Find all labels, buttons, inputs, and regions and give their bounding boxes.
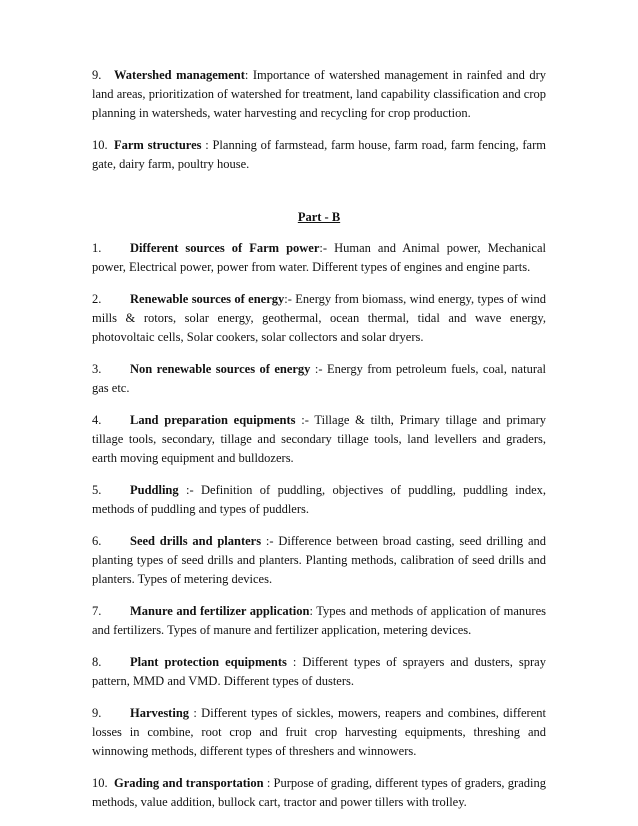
syllabus-item-a10 — [92, 136, 546, 174]
item-number: 10. — [92, 138, 108, 152]
item-text: Difference between broad casting, seed drilling and planting types of seed drills and planters. Planting methods, calibration of seed drills and planters. Types of metering devices. — [92, 534, 546, 586]
item-separator: :- — [319, 241, 328, 255]
item-number: 9. — [92, 68, 102, 82]
item-number: 7. — [92, 604, 102, 618]
item-number: 3. — [92, 362, 102, 376]
item-separator: : — [263, 776, 271, 790]
item-title: Plant protection equipments — [130, 655, 287, 669]
item-separator: : — [286, 655, 297, 669]
item-title: Seed drills and planters — [130, 534, 262, 548]
item-separator: :- — [284, 292, 292, 306]
item-separator: :- — [295, 413, 309, 427]
item-text: Energy from biomass, wind energy, types of wind mills & rotors, solar energy, geothermal, ocean thermal, tidal and wave energy, photovoltaic cells, Solar cookers, solar collectors and solar dryers. — [92, 292, 546, 344]
item-text: Tillage & tilth, Primary tillage and primary tillage tools, secondary, tillage and secondary tillage tools, land levellers and graders, earth moving equipment and bulldozers. — [92, 413, 546, 465]
item-title: Farm structures — [114, 138, 202, 152]
item-number: 1. — [92, 241, 102, 255]
item-number: 5. — [92, 483, 102, 497]
item-separator: :- — [178, 483, 194, 497]
item-title: Different sources of Farm power — [130, 241, 320, 255]
syllabus-item-b2 — [92, 290, 546, 347]
item-number: 10. — [92, 776, 108, 790]
item-number: 2. — [92, 292, 102, 306]
item-text: Definition of puddling, objectives of puddling, puddling index, methods of puddling and types of puddlers. — [92, 483, 546, 516]
syllabus-item-b9 — [92, 704, 546, 761]
item-title: Manure and fertilizer application — [130, 604, 310, 618]
item-title: Land preparation equipments — [130, 413, 296, 427]
item-number: 9. — [92, 706, 102, 720]
syllabus-item-b8 — [92, 653, 546, 691]
item-separator: :- — [310, 362, 323, 376]
syllabus-item-b1 — [92, 239, 546, 277]
item-title: Harvesting — [130, 706, 190, 720]
item-title: Watershed management — [114, 68, 245, 82]
item-text: Types and methods of application of manures and fertilizers. Types of manure and fertilizer application, metering devices. — [92, 604, 546, 637]
syllabus-item-b7 — [92, 602, 546, 640]
item-separator: :- — [261, 534, 274, 548]
syllabus-item-b6 — [92, 532, 546, 589]
syllabus-item-a9 — [92, 66, 546, 123]
item-separator: : — [201, 138, 209, 152]
item-separator: : — [309, 604, 313, 618]
item-text: Different types of sickles, mowers, reapers and combines, different losses in combine, root crop and fruit crop harvesting equipments, threshing and winnowing methods, different types of threshers and winnowers. — [92, 706, 546, 758]
item-title: Grading and transportation — [114, 776, 264, 790]
item-title: Non renewable sources of energy — [130, 362, 311, 376]
item-title: Puddling — [130, 483, 179, 497]
syllabus-item-b4 — [92, 411, 546, 468]
item-separator: : — [189, 706, 197, 720]
item-title: Renewable sources of energy — [130, 292, 285, 306]
item-text: Human and Animal power, Mechanical power, Electrical power, power from water. Different types of engines and engine parts. — [92, 241, 546, 274]
item-text: Purpose of grading, different types of graders, grading methods, value addition, bullock cart, tractor and power tillers with trolley. — [92, 776, 546, 809]
syllabus-item-b5 — [92, 481, 546, 519]
item-text: Importance of watershed management in rainfed and dry land areas, prioritization of watershed for treatment, land capability classification and crop planning in watersheds, water harvesting and recycling for crop production. — [92, 68, 546, 120]
item-text: Energy from petroleum fuels, coal, natural gas etc. — [92, 362, 547, 395]
item-separator: : — [244, 68, 249, 82]
item-number: 6. — [92, 534, 102, 548]
item-text: Planning of farmstead, farm house, farm road, farm fencing, farm gate, dairy farm, poultry house. — [92, 138, 546, 171]
item-number: 4. — [92, 413, 102, 427]
syllabus-item-b3 — [92, 360, 546, 398]
item-text: Different types of sprayers and dusters, spray pattern, MMD and VMD. Different types of dusters. — [92, 655, 546, 688]
section-heading-part-b: Part - B — [297, 210, 341, 224]
item-number: 8. — [92, 655, 102, 669]
syllabus-item-b10 — [92, 774, 546, 812]
